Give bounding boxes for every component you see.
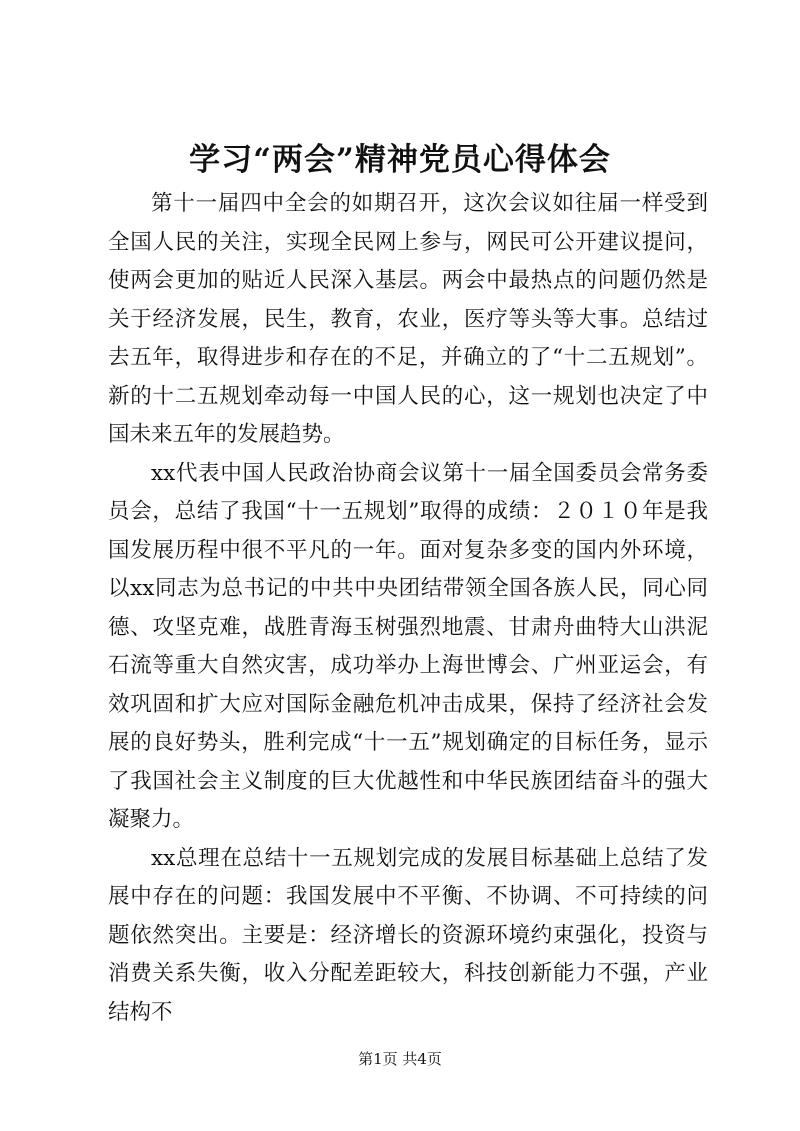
- document-body: [108, 185, 708, 1032]
- page-footer: 第1页 共4页: [358, 1050, 442, 1068]
- paragraph-3: xx总理在总结十一五规划完成的发展目标基础上总结了发展中存在的问题：我国发展中不平衡、不协调、不可持续的问题依然突出。主要是：经济增长的资源环境约束强化，投资与消费关系失衡，收入分配差距较大，科技创新能力不强，产业结构不: [108, 845, 708, 1025]
- paragraph-1: 第十一届四中全会的如期召开，这次会议如往届一样受到全国人民的关注，实现全民网上参与，网民可公开建议提问，使两会更加的贴近人民深入基层。两会中最热点的问题仍然是关于经济发展，民生，教育，农业，医疗等头等大事。总结过去五年，取得进步和存在的不足，并确立的了“十二五规划”。新的十二五规划牵动每一中国人民的心，这一规划也决定了中国未来五年的发展趋势。: [108, 191, 708, 447]
- paragraph-2: xx代表中国人民政治协商会议第十一届全国委员会常务委员会，总结了我国“十一五规划”取得的成绩：２０１０年是我国发展历程中很不平凡的一年。面对复杂多变的国内外环境，以xx同志为总书记的中共中央团结带领全国各族人民，同心同德、攻坚克难，战胜青海玉树强烈地震、甘肃舟曲特大山洪泥石流等重大自然灾害，成功举办上海世博会、广州亚运会，有效巩固和扩大应对国际金融危机冲击成果，保持了经济社会发展的良好势头，胜利完成“十一五”规划确定的目标任务，显示了我国社会主义制度的巨大优越性和中华民族团结奋斗的强大凝聚力。: [108, 460, 708, 832]
- document-title: 学习“两会”精神党员心得体会: [189, 142, 611, 178]
